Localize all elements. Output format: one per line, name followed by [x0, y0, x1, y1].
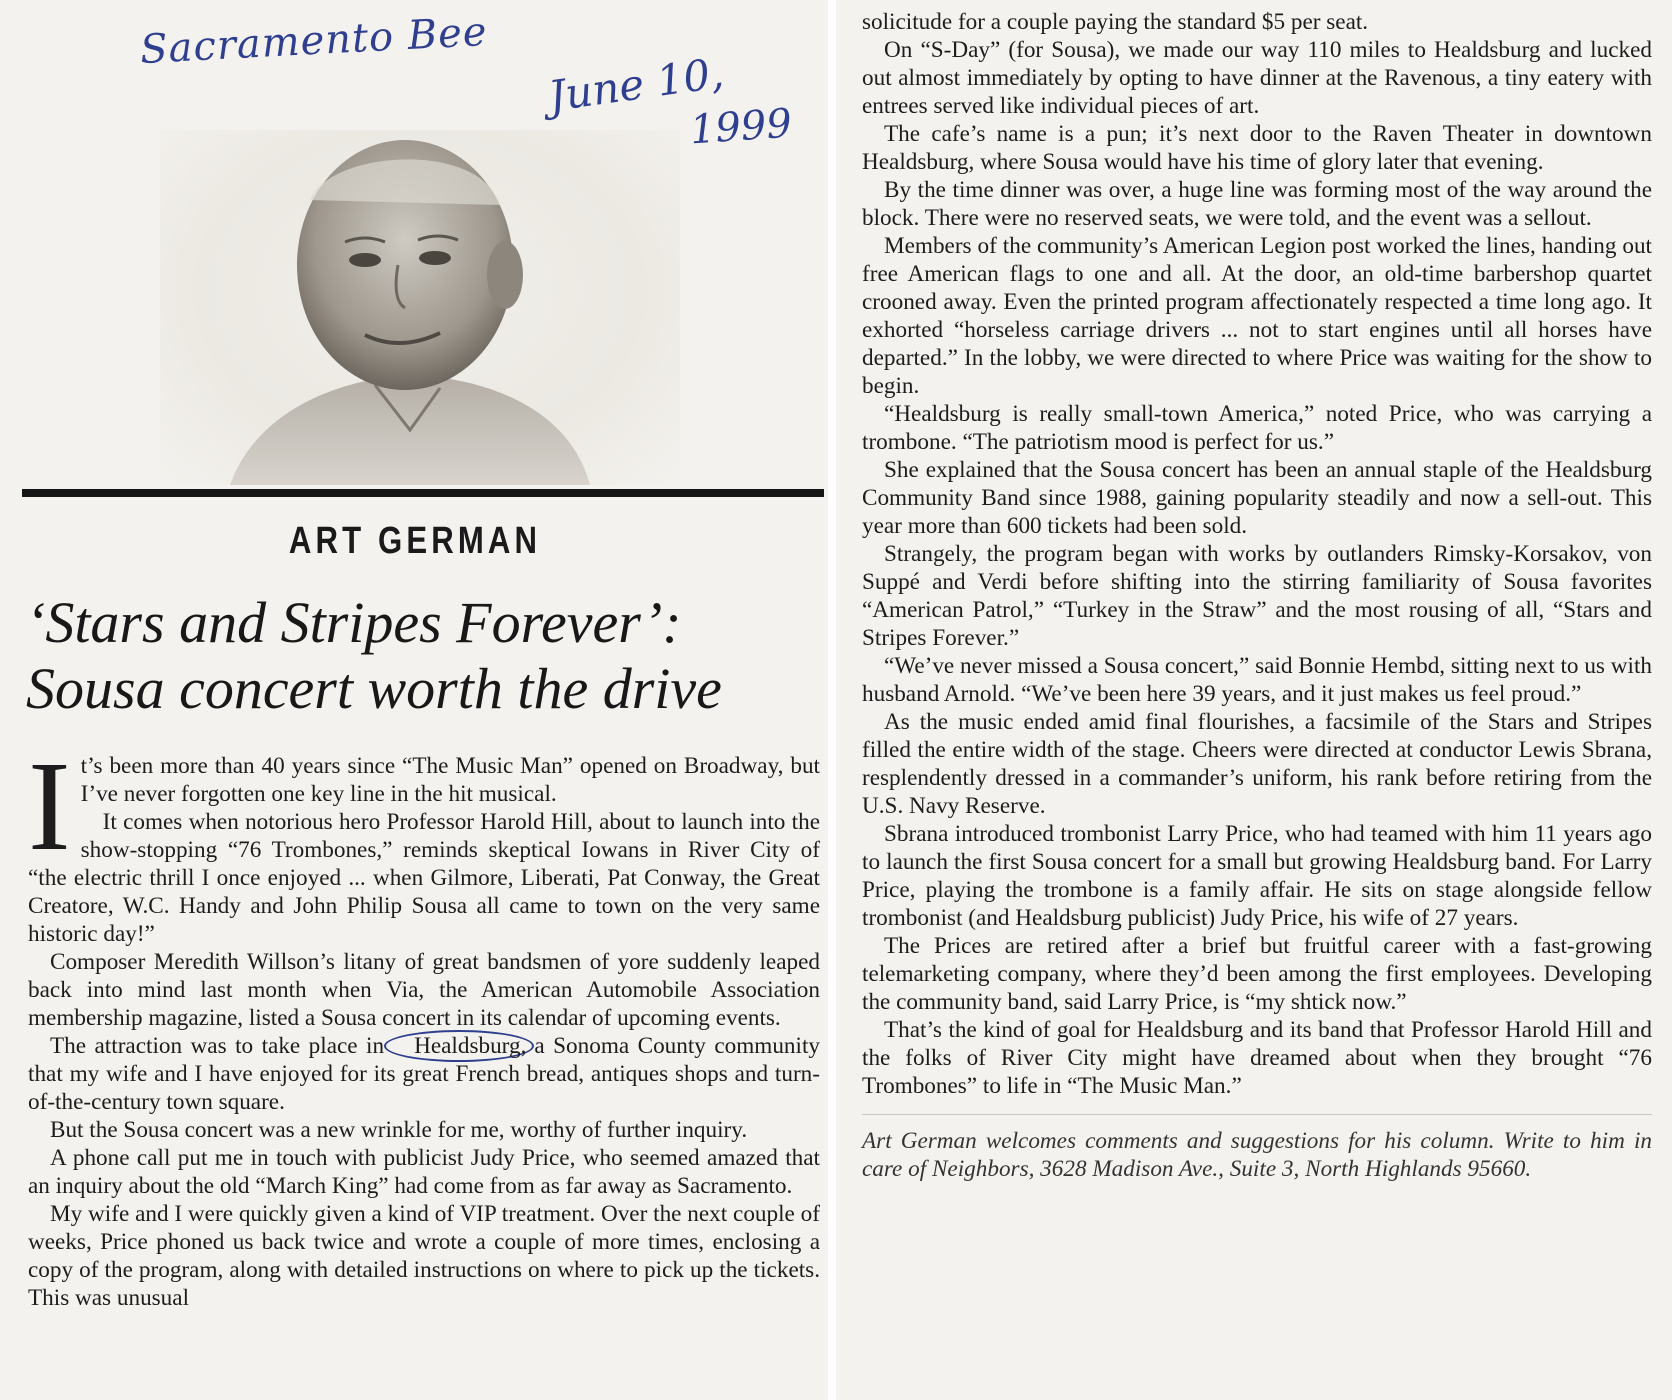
paragraph-3: Composer Meredith Willson’s litany of great bandsmen of yore suddenly leaped back into mind last month when Via, the American Automobile Association membership magazine, listed a Sousa concert in its calendar of upcoming events. — [28, 949, 820, 1031]
paragraph-r9: As the music ended amid final flourishes, a facsimile of the Stars and Stripes filled the entire width of the stage. Cheers were directed at conductor Lewis Sbrana, resplendently dressed in a commander’s uniform, his rank before retiring from the U.S. Navy Reserve. — [862, 709, 1652, 819]
paragraph-7: My wife and I were quickly given a kind of VIP treatment. Over the next couple of weeks, Price phoned us back twice and wrote a couple of more times, enclosing a copy of the program, along with detailed instructions on where to pick up the tickets. This was unusual — [28, 1201, 820, 1311]
paragraph-r6: She explained that the Sousa concert has been an annual staple of the Healdsburg Community Band since 1988, gaining popularity steadily and now a sell-out. This year more than 600 tickets had been sold. — [862, 457, 1652, 539]
headline — [26, 590, 830, 722]
author-note — [862, 1114, 1652, 1183]
paragraph-r4: Members of the community’s American Legion post worked the lines, handing out free American flags to one and all. At the door, an old-time barbershop quartet crooned away. Even the printed program affectionately respected a time long ago. It exhorted “horseless carriage drivers ... not to start engines until all horses have departed.” In the lobby, we were directed to where Price was waiting for the show to begin. — [862, 233, 1652, 399]
paragraph-r2: The cafe’s name is a pun; it’s next door to the Raven Theater in downtown Healdsburg, where Sousa would have his time of glory later that evening. — [862, 121, 1652, 175]
handwritten-date-line2: 1999 — [688, 100, 794, 154]
paragraph-2: It comes when notorious hero Professor Harold Hill, about to launch into the show-stopping “76 Trombones,” reminds skeptical Iowans in River City of “the electric thrill I once enjoyed ... when Gilmore, Liberati, Pat Conway, the Great Creatore, W.C. Handy and John Philip Sousa all came to town on the very same historic day!” — [28, 809, 820, 947]
clipping-left — [0, 0, 830, 1400]
paragraph-6: A phone call put me in touch with publicist Judy Price, who seemed amazed that an inquiry about the old “March King” had come from as far away as Sacramento. — [28, 1145, 820, 1199]
author-note-text: Art German welcomes comments and suggestions for his column. Write to him in care of Neighbors, 3628 Madison Ave., Suite 3, North Highlands 95660. — [862, 1128, 1652, 1182]
paragraph-r8: “We’ve never missed a Sousa concert,” said Bonnie Hembd, sitting next to us with husband Arnold. “We’ve been here 39 years, and it just makes us feel proud.” — [862, 653, 1652, 707]
paragraph-r12: That’s the kind of goal for Healdsburg and its band that Professor Harold Hill and the folks of River City might have dreamed about when they brought “76 Trombones” to life in “The Music Man.” — [862, 1017, 1652, 1099]
paragraph-r11: The Prices are retired after a brief but fruitful career with a fast-growing telemarketing company, where they’d been among the first employees. Developing the community band, said Larry Price, is “my shtick now.” — [862, 933, 1652, 1015]
clipping-right — [836, 0, 1672, 1400]
paragraph-1 — [28, 735, 820, 877]
handwritten-paper-name: Sacramento Bee — [139, 8, 489, 74]
handwritten-date-line1: June 10, — [545, 47, 727, 122]
paragraph-1-text: t’s been more than 40 years since “The Music Man” opened on Broadway, but I’ve never forgotten one key line in the hit musical. — [80, 753, 820, 807]
circled-healdsburg: Healdsburg, — [384, 1030, 534, 1062]
paragraph-r10: Sbrana introduced trombonist Larry Price, who had teamed with him 11 years ago to launch the first Sousa concert for a small but growing Healdsburg band. For Larry Price, playing the trombone is a family affair. He sits on stage alongside fellow trombonist (and Healdsburg publicist) Judy Price, his wife of 27 years. — [862, 821, 1652, 931]
paragraph-r5: “Healdsburg is really small-town America,” noted Price, who was carrying a trombone. “The patriotism mood is perfect for us.” — [862, 401, 1652, 455]
portrait-illustration — [160, 130, 680, 485]
paragraph-4-end: a Sonoma County community that my wife and I have enjoyed for its great French bread, antiques shops and turn-of-the-century town square. — [28, 1033, 820, 1115]
article-left-column — [28, 735, 820, 1312]
article-right-column — [862, 8, 1652, 1183]
drop-cap: I — [28, 735, 71, 877]
headline-line1: ‘Stars and Stripes Forever’: — [26, 590, 682, 655]
header-rule — [22, 489, 824, 497]
paragraph-r0: solicitude for a couple paying the standard $5 per seat. — [862, 9, 1369, 35]
paragraph-4 — [28, 1032, 820, 1116]
paragraph-r1: On “S-Day” (for Sousa), we made our way 110 miles to Healdsburg and lucked out almost immediately by opting to have dinner at the Ravenous, a tiny eatery with entrees served like individual pieces of art. — [862, 37, 1652, 119]
byline: ART GERMAN — [288, 520, 542, 562]
paragraph-r3: By the time dinner was over, a huge line was forming most of the way around the block. There were no reserved seats, we were told, and the event was a sellout. — [862, 177, 1652, 231]
paragraph-4-start: The attraction was to take place in — [50, 1033, 385, 1059]
columnist-photo — [160, 130, 680, 485]
paragraph-5: But the Sousa concert was a new wrinkle for me, worthy of further inquiry. — [50, 1117, 748, 1143]
paragraph-r7: Strangely, the program began with works by outlanders Rimsky-Korsakov, von Suppé and Verdi before shifting into the stirring familiarity of Sousa favorites “American Patrol,” “Turkey in the Straw” and the most rousing of all, “Stars and Stripes Forever.” — [862, 541, 1652, 651]
headline-line2: Sousa concert worth the drive — [26, 656, 722, 721]
